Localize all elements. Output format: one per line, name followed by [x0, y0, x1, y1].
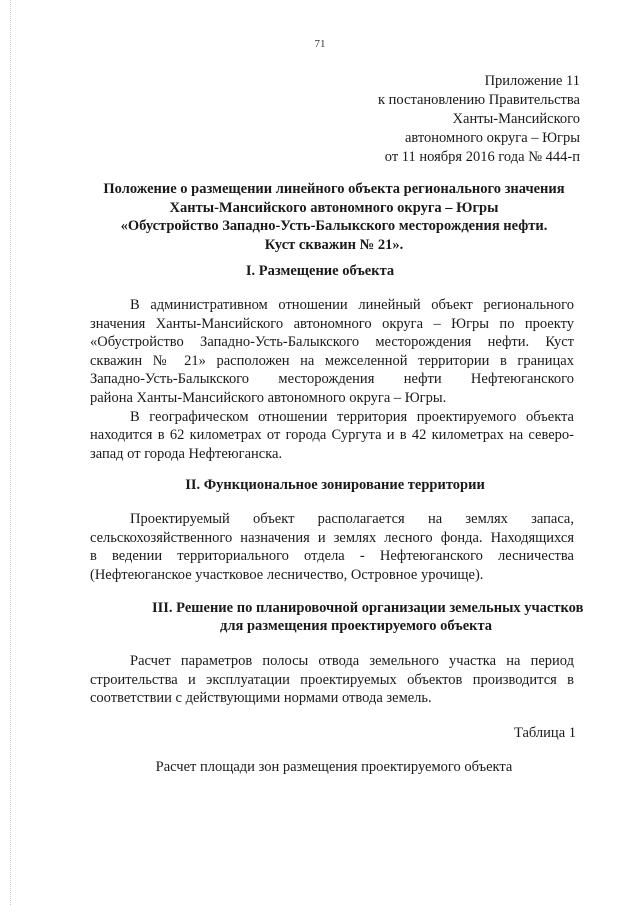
title-line: Ханты-Мансийского автономного округа – Югры — [169, 199, 499, 216]
text-line: Проектируемый объект располагается на землях запаса, — [130, 511, 574, 527]
section-3-heading: III. Решение по планировочной организации земельных участков — [152, 600, 584, 616]
text-line: строительства и эксплуатации проектируемых объектов производится в — [90, 671, 574, 688]
appendix-line: к постановлению Правительства — [378, 92, 580, 108]
appendix-line: Ханты-Мансийского — [452, 111, 580, 127]
page-number: 71 — [314, 38, 326, 50]
text-line: скважин № 21» расположен на межселенной территории в границах — [90, 352, 574, 369]
text-line: значения Ханты-Мансийского автономного округа – Югры по проекту — [90, 315, 574, 332]
section-1-heading: I. Размещение объекта — [245, 263, 395, 279]
text-line: находится в 62 километрах от города Сургута и в 42 километрах на северо- — [90, 427, 574, 444]
table-label: Таблица 1 — [513, 725, 576, 741]
text-line: В географическом отношении территория проектируемого объекта — [130, 408, 574, 425]
text-line: сельскохозяйственного назначения и землях лесного фонда. Находящихся — [90, 529, 574, 546]
text-line: соответствии с действующими нормами отвода земель. — [90, 690, 432, 707]
text-line: района Ханты-Мансийского автономного округа – Югры. — [90, 389, 447, 406]
section-2-heading: II. Функциональное зонирование территории — [185, 477, 485, 493]
appendix-line: Приложение 11 — [484, 73, 580, 89]
appendix-block — [378, 72, 580, 167]
text-line: «Обустройство Западно-Усть-Балыкского месторождения нефти. Куст — [90, 334, 574, 351]
section-2-body — [90, 510, 574, 584]
table-caption: Расчет площади зон размещения проектируемого объекта — [155, 759, 513, 775]
text-line: в ведении территориального отдела - Нефтеюганского лесничества — [90, 548, 574, 565]
title-line: Куст скважин № 21». — [264, 236, 404, 253]
text-line: Расчет параметров полосы отвода земельного участка на период — [130, 653, 574, 669]
section-3-body — [90, 652, 574, 708]
appendix-line: автономного округа – Югры — [404, 130, 580, 146]
document-title — [92, 180, 576, 254]
section-3-heading-continued: для размещения проектируемого объекта — [220, 618, 493, 634]
text-line: запад от города Нефтеюганска. — [90, 445, 283, 462]
appendix-line: от 11 ноября 2016 года № 444-п — [384, 149, 580, 165]
title-line: Положение о размещении линейного объекта регионального значения — [103, 181, 565, 197]
text-line: (Нефтеюганское участковое лесничество, Островное урочище). — [90, 566, 484, 583]
text-line: В административном отношении линейный объект регионального — [130, 297, 574, 313]
text-line: Западно-Усть-Балыкского месторождения нефти Нефтеюганского — [90, 371, 574, 388]
title-line: «Обустройство Западно-Усть-Балыкского месторождения нефти. — [120, 218, 548, 234]
section-1-body — [90, 296, 574, 463]
